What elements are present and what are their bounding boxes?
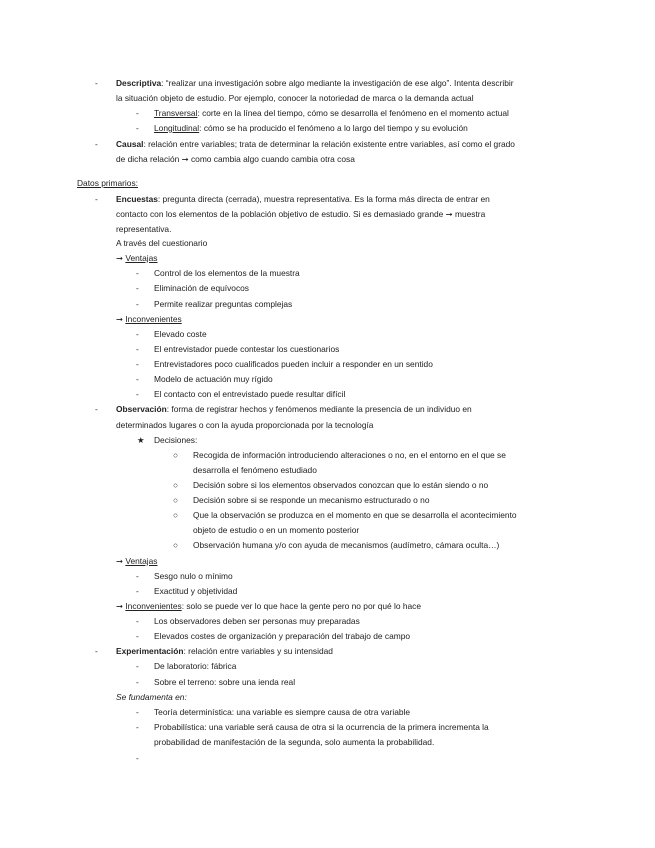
list-item: Sesgo nulo o mínimo: [154, 571, 233, 581]
bullet-dash: -: [95, 194, 98, 204]
ventajas-label: Ventajas: [125, 253, 158, 263]
experimentacion-term: Experimentación: [116, 646, 184, 656]
encuestas-ventajas-heading: [116, 252, 158, 264]
arrow-icon: ➞: [116, 601, 124, 611]
datos-primarios-heading: Datos primarios:: [77, 178, 138, 188]
bullet-dash: -: [136, 571, 139, 581]
list-item: Probabilística: una variable será causa de otra si la ocurrencia de la primera incrementa la: [154, 722, 489, 732]
observacion-line-1: [116, 403, 472, 415]
causal-line-2: de dicha relación ➞ como cambia algo cuando cambia otra cosa: [116, 154, 355, 164]
list-item: Exactitud y objetividad: [154, 586, 238, 596]
encuestas-line-2: contacto con los elementos de la población objetivo de estudio. Si es demasiado grande ➞ muestra: [116, 209, 486, 219]
observacion-ventajas-heading: [116, 555, 158, 567]
descriptiva-line-1: [116, 77, 514, 89]
observacion-line-2: determinados lugares o con la ayuda proporcionada por la tecnología: [116, 420, 374, 430]
bullet-dash: -: [136, 586, 139, 596]
list-item: Que la observación se produzca en el momento en que se desarrolla el acontecimiento: [193, 510, 517, 520]
bullet-dash: -: [136, 677, 139, 687]
descriptiva-text-1: : “realizar una investigación sobre algo mediante la investigación de ese algo”. Intenta describir: [161, 78, 514, 88]
circle-bullet-icon: ○: [173, 495, 179, 505]
list-item: Elevado coste: [154, 329, 207, 339]
bullet-dash: -: [95, 78, 98, 88]
bullet-dash: -: [136, 123, 139, 133]
list-item: Decisión sobre si los elementos observados conozcan que lo están siendo o no: [193, 480, 489, 490]
bullet-dash: -: [136, 707, 139, 717]
list-item: Observación humana y/o con ayuda de mecanismos (audímetro, cámara oculta…): [193, 540, 500, 550]
bullet-dash: -: [136, 268, 139, 278]
arrow-icon: ➞: [116, 314, 124, 324]
list-item: Permite realizar preguntas complejas: [154, 299, 293, 309]
bullet-dash: -: [136, 389, 139, 399]
inconvenientes-label: Inconvenientes: [125, 314, 182, 324]
bullet-dash: -: [136, 631, 139, 641]
list-item: El contacto con el entrevistado puede resultar difícil: [154, 389, 346, 399]
bullet-dash: -: [95, 404, 98, 414]
descriptiva-term: Descriptiva: [116, 78, 162, 88]
experimentacion-text-1: : relación entre variables y su intensidad: [183, 646, 333, 656]
inconvenientes-label: Inconvenientes: [125, 601, 182, 611]
bullet-dash: -: [136, 299, 139, 309]
list-item-continuation: desarrolla el fenómeno estudiado: [193, 465, 317, 475]
list-item: De laboratorio: fábrica: [154, 661, 237, 671]
arrow-icon: ➞: [116, 556, 124, 566]
list-item: Modelo de actuación muy rígido: [154, 374, 273, 384]
arrow-icon: ➞: [116, 253, 124, 263]
causal-line-1: [116, 138, 515, 150]
observacion-term: Observación: [116, 404, 167, 414]
bullet-dash-empty: -: [136, 753, 139, 763]
bullet-dash: -: [136, 108, 139, 118]
list-item: Eliminación de equívocos: [154, 283, 249, 293]
list-item: El entrevistador puede contestar los cuestionarios: [154, 344, 340, 354]
circle-bullet-icon: ○: [173, 510, 179, 520]
encuestas-line-1: [116, 193, 490, 205]
causal-term: Causal: [116, 139, 144, 149]
transversal-text: : corte en la línea del tiempo, cómo se desarrolla el fenómeno en el momento actual: [197, 108, 509, 118]
circle-bullet-icon: ○: [173, 480, 179, 490]
list-item: Los observadores deben ser personas muy preparadas: [154, 616, 360, 626]
bullet-dash: -: [136, 329, 139, 339]
bullet-dash: -: [136, 344, 139, 354]
observacion-text-1: : forma de registrar hechos y fenómenos mediante la presencia de un individuo en: [166, 404, 472, 414]
fundamenta-label: Se fundamenta en:: [116, 692, 187, 702]
list-item: Control de los elementos de la muestra: [154, 268, 300, 278]
encuestas-text-1: : pregunta directa (cerrada), muestra representativa. Es la forma más directa de entrar en: [157, 194, 490, 204]
bullet-dash: -: [136, 283, 139, 293]
encuestas-line-3: representativa.: [116, 224, 172, 234]
bullet-dash: -: [136, 359, 139, 369]
encuestas-term: Encuestas: [116, 194, 158, 204]
list-item: Decisión sobre si se responde un mecanismo estructurado o no: [193, 495, 430, 505]
bullet-dash: -: [136, 661, 139, 671]
longitudinal-line: [154, 122, 468, 134]
longitudinal-term: Longitudinal: [154, 123, 200, 133]
descriptiva-line-2: la situación objeto de estudio. Por ejemplo, conocer la notoriedad de marca o la demanda actual: [116, 93, 474, 103]
transversal-term: Transversal: [154, 108, 198, 118]
inconvenientes-text: : solo se puede ver lo que hace la gente pero no por qué lo hace: [181, 601, 422, 611]
longitudinal-text: : cómo se ha producido el fenómeno a lo largo del tiempo y su evolución: [199, 123, 468, 133]
list-item: Elevados costes de organización y preparación del trabajo de campo: [154, 631, 411, 641]
transversal-line: [154, 107, 509, 119]
experimentacion-line-1: [116, 645, 333, 657]
bullet-dash: -: [95, 646, 98, 656]
list-item: Sobre el terreno: sobre una ienda real: [154, 677, 296, 687]
list-item-continuation: objeto de estudio o en un momento posterior: [193, 525, 360, 535]
causal-text-1: : relación entre variables; trata de determinar la relación existente entre variables, así como el grado: [143, 139, 515, 149]
bullet-dash: -: [136, 722, 139, 732]
encuestas-inconvenientes-heading: [116, 313, 182, 325]
list-item: Teoría determinística: una variable es siempre causa de otra variable: [154, 707, 411, 717]
list-item: Entrevistadores poco cualificados pueden incluir a responder en un sentido: [154, 359, 433, 369]
circle-bullet-icon: ○: [173, 540, 179, 550]
bullet-dash: -: [95, 139, 98, 149]
list-item-continuation: probabilidad de manifestación de la segunda, solo aumenta la probabilidad.: [154, 737, 435, 747]
list-item: Recogida de información introduciendo alteraciones o no, en el entorno en el que se: [193, 450, 506, 460]
circle-bullet-icon: ○: [173, 450, 179, 460]
observacion-inconvenientes-heading: [116, 600, 421, 612]
star-icon: ★: [137, 435, 145, 445]
encuestas-line-4: A través del cuestionario: [116, 238, 208, 248]
ventajas-label: Ventajas: [125, 556, 158, 566]
bullet-dash: -: [136, 374, 139, 384]
decisiones-label: Decisiones:: [154, 435, 198, 445]
bullet-dash: -: [136, 616, 139, 626]
